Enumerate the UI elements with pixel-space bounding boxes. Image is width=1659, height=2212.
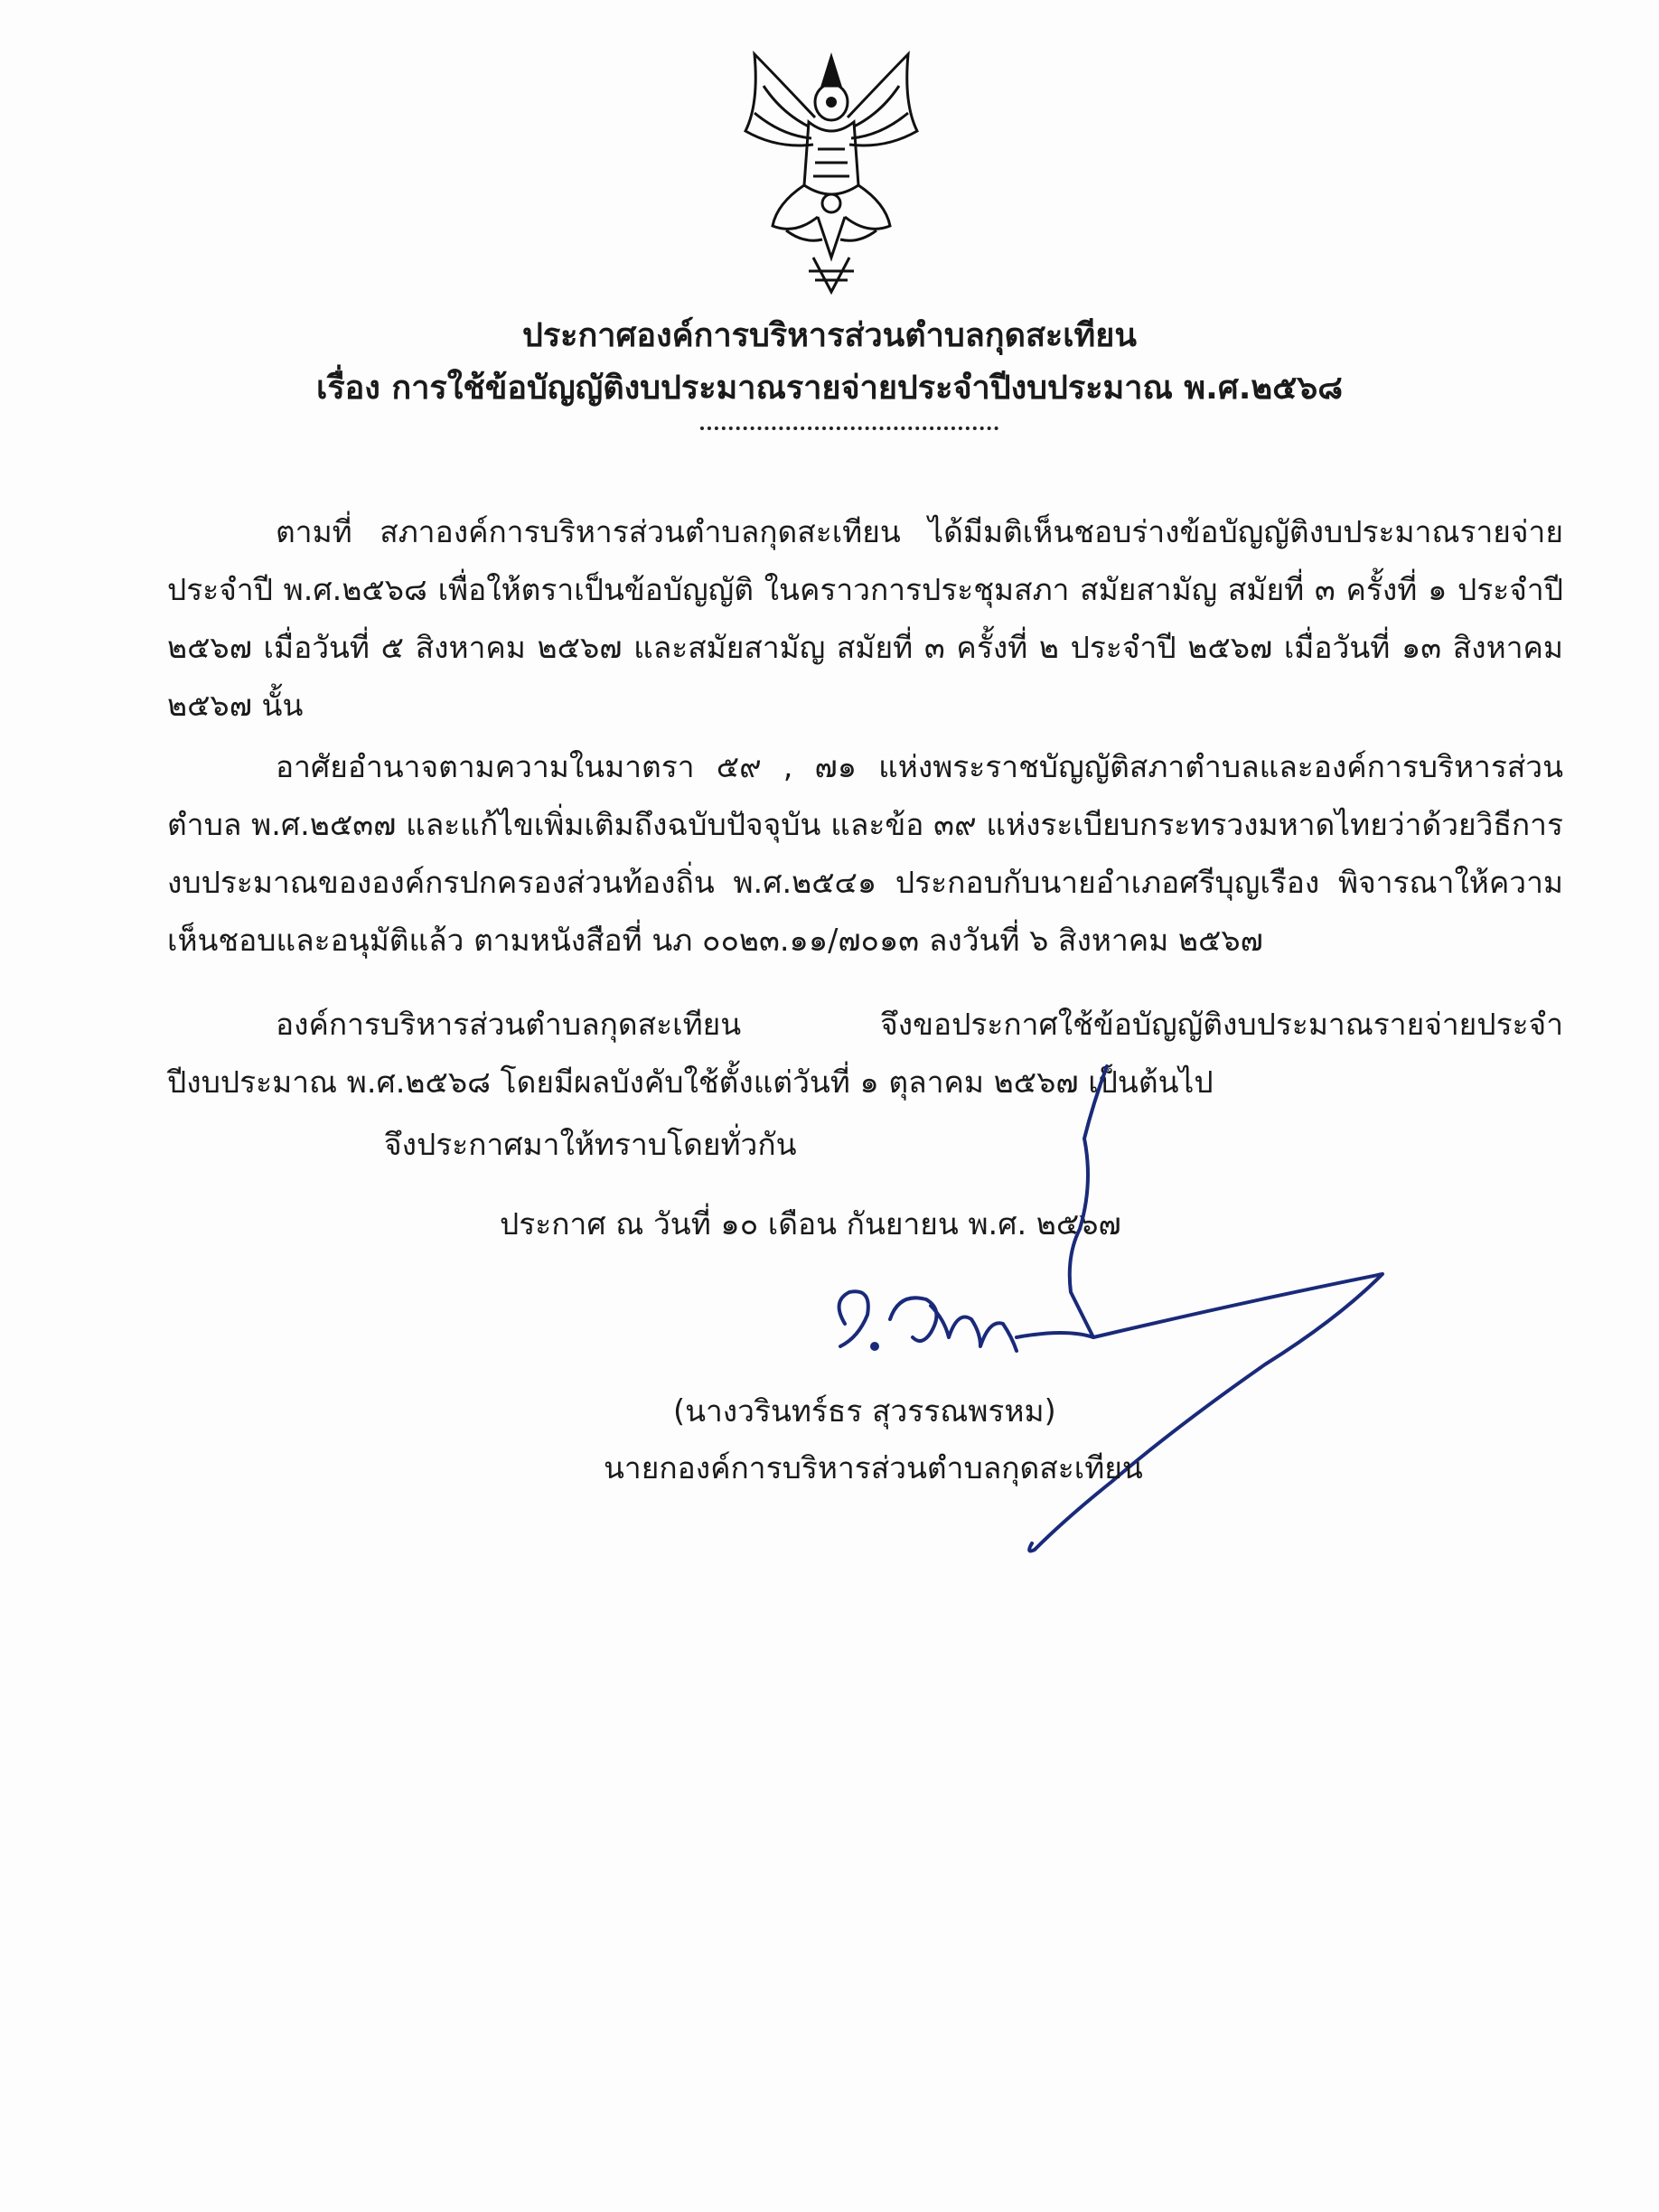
paragraph-resolution: ตามที่ สภาองค์การบริหารส่วนตำบลกุดสะเทียน ได้มีมติเห็นชอบร่างข้อบัญญัติงบประมาณรายจ่ายประจำปี พ.ศ.๒๕๖๘ เพื่อให้ตราเป็นข้อบัญญัติ ในคราวการประชุมสภา สมัยสามัญ สมัยที่ ๓ ครั้งที่ ๑ ประจำปี ๒๕๖๗ เมื่อวันที่ ๕ สิงหาคม ๒๕๖๗ และสมัยสามัญ สมัยที่ ๓ ครั้งที่ ๒ ประจำปี ๒๕๖๗ เมื่อวันที่ ๑๓ สิงหาคม ๒๕๖๗ นั้น	[167, 513, 1563, 723]
announcement-title: ประกาศองค์การบริหารส่วนตำบลกุดสะเทียน	[521, 317, 1137, 354]
signatory-position: นายกองค์การบริหารส่วนตำบลกุดสะเทียน	[604, 1450, 1143, 1486]
separator-dots	[700, 417, 998, 430]
handwritten-signature	[795, 1048, 1428, 1590]
signatory-name: (นางวรินทร์ธร สุวรรณพรหม)	[673, 1393, 1056, 1429]
closing-statement: จึงประกาศมาให้ทราบโดยทั่วกัน	[384, 1127, 797, 1162]
paragraph-enactment: องค์การบริหารส่วนตำบลกุดสะเทียน จึงขอประกาศใช้ข้อบัญญัติงบประมาณรายจ่ายประจำปีงบประมาณ พ.ศ.๒๕๖๘ โดยมีผลบังคับใช้ตั้งแต่วันที่ ๑ ตุลาคม ๒๕๖๗ เป็นต้นไป	[167, 1006, 1563, 1100]
garuda-emblem-icon	[732, 50, 931, 298]
announcement-subject: เรื่อง การใช้ข้อบัญญัติงบประมาณรายจ่ายประจำปีงบประมาณ พ.ศ.๒๕๖๘	[316, 370, 1343, 407]
announcement-date: ประกาศ ณ วันที่ ๑๐ เดือน กันยายน พ.ศ. ๒๕๖๗	[500, 1206, 1121, 1242]
paragraph-authority: อาศัยอำนาจตามความในมาตรา ๕๙ , ๗๑ แห่งพระราชบัญญัติสภาตำบลและองค์การบริหารส่วนตำบล พ.ศ.๒๕๓๗ และแก้ไขเพิ่มเติมถึงฉบับปัจจุบัน และข้อ ๓๙ แห่งระเบียบกระทรวงมหาดไทยว่าด้วยวิธีการงบประมาณขององค์กรปกครองส่วนท้องถิ่น พ.ศ.๒๕๔๑ ประกอบกับนายอำเภอศรีบุญเรือง พิจารณาให้ความเห็นชอบและอนุมัติแล้ว ตามหนังสือที่ นภ ๐๐๒๓.๑๑/๗๐๑๓ ลงวันที่ ๖ สิงหาคม ๒๕๖๗	[167, 748, 1563, 958]
